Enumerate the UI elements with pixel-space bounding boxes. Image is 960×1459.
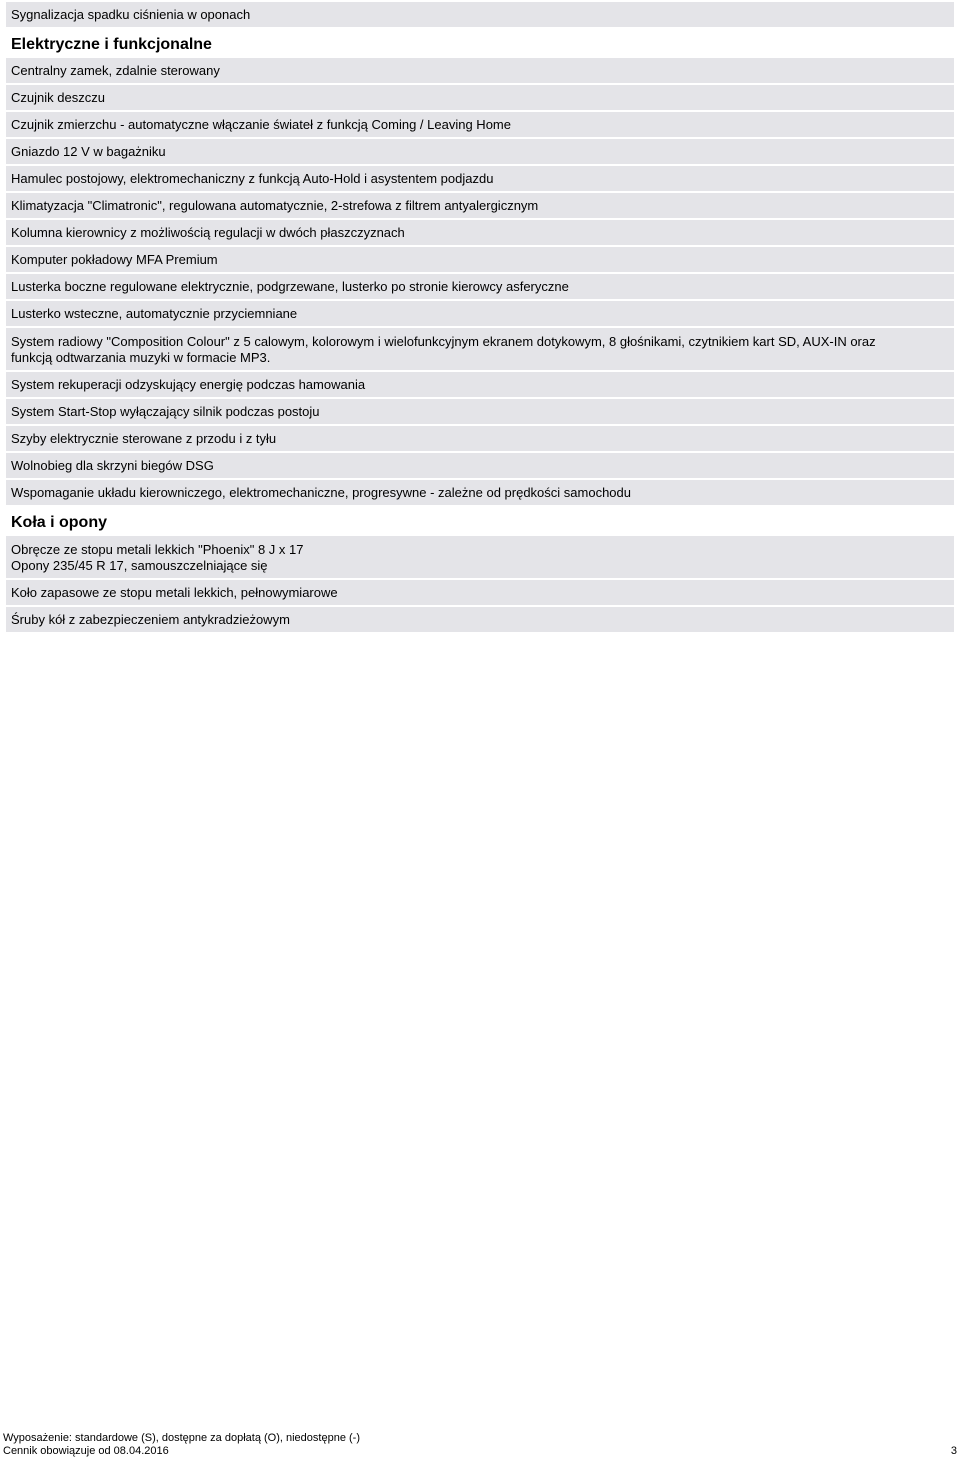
item-text: Lusterka boczne regulowane elektrycznie, podgrzewane, lusterko po stronie kierowcy asferyczne — [11, 279, 569, 294]
item-text: Sygnalizacja spadku ciśnienia w oponach — [11, 7, 251, 22]
list-item — [6, 301, 954, 326]
item-text: System rekuperacji odzyskujący energię podczas hamowania — [11, 377, 366, 392]
list-item — [6, 139, 954, 164]
list-item — [6, 166, 954, 191]
item-text: Czujnik zmierzchu - automatyczne włączanie świateł z funkcją Coming / Leaving Home — [11, 117, 511, 132]
list-item — [6, 580, 954, 605]
list-item — [6, 426, 954, 451]
equipment-list — [6, 2, 954, 634]
item-text: Obręcze ze stopu metali lekkich "Phoenix" 8 J x 17 — [11, 542, 304, 557]
item-text: Czujnik deszczu — [11, 90, 105, 105]
item-text: Centralny zamek, zdalnie sterowany — [11, 63, 220, 78]
item-text: Komputer pokładowy MFA Premium — [11, 252, 218, 267]
item-text: Opony 235/45 R 17, samouszczelniające się — [11, 558, 268, 573]
item-text: Klimatyzacja "Climatronic", regulowana automatycznie, 2-strefowa z filtrem antyalergicznym — [11, 198, 539, 213]
item-text: System radiowy "Composition Colour" z 5 calowym, kolorowym i wielofunkcyjnym ekranem dotykowym, 8 głośnikami, czytnikiem kart SD, AUX-IN oraz — [11, 334, 876, 349]
list-item — [6, 399, 954, 424]
list-item — [6, 328, 954, 370]
list-item — [6, 480, 954, 505]
list-item — [6, 453, 954, 478]
item-text: System Start-Stop wyłączający silnik podczas postoju — [11, 404, 320, 419]
section-heading: Koła i opony — [11, 514, 107, 531]
list-item — [6, 274, 954, 299]
section-heading: Elektryczne i funkcjonalne — [11, 36, 212, 53]
item-text: Hamulec postojowy, elektromechaniczny z funkcją Auto-Hold i asystentem podjazdu — [11, 171, 494, 186]
item-text: Wspomaganie układu kierowniczego, elektromechaniczne, progresywne - zależne od prędkości samochodu — [11, 485, 631, 500]
list-item — [6, 193, 954, 218]
item-text: Gniazdo 12 V w bagażniku — [11, 144, 166, 159]
page-number: 3 — [950, 1445, 957, 1457]
list-item — [6, 220, 954, 245]
list-item — [6, 536, 954, 578]
item-text: Koło zapasowe ze stopu metali lekkich, pełnowymiarowe — [11, 585, 338, 600]
list-item — [6, 247, 954, 272]
item-text: Śruby kół z zabezpieczeniem antykradzieżowym — [11, 612, 290, 627]
item-text: Wolnobieg dla skrzyni biegów DSG — [11, 458, 214, 473]
list-item — [6, 2, 954, 27]
item-text: Kolumna kierownicy z możliwością regulacji w dwóch płaszczyznach — [11, 225, 405, 240]
list-item — [6, 58, 954, 83]
item-text: Szyby elektrycznie sterowane z przodu i z tyłu — [11, 431, 277, 446]
item-text: Lusterko wsteczne, automatycznie przyciemniane — [11, 306, 298, 321]
list-item — [6, 85, 954, 110]
item-text: funkcją odtwarzania muzyki w formacie MP3. — [11, 350, 271, 365]
list-item — [6, 112, 954, 137]
footer-price-note: Cennik obowiązuje od 08.04.2016 — [3, 1445, 169, 1457]
list-item — [6, 372, 954, 397]
footer-legend: Wyposażenie: standardowe (S), dostępne za dopłatą (O), niedostępne (-) — [3, 1432, 360, 1444]
list-item — [6, 607, 954, 632]
page-footer — [3, 1432, 957, 1458]
